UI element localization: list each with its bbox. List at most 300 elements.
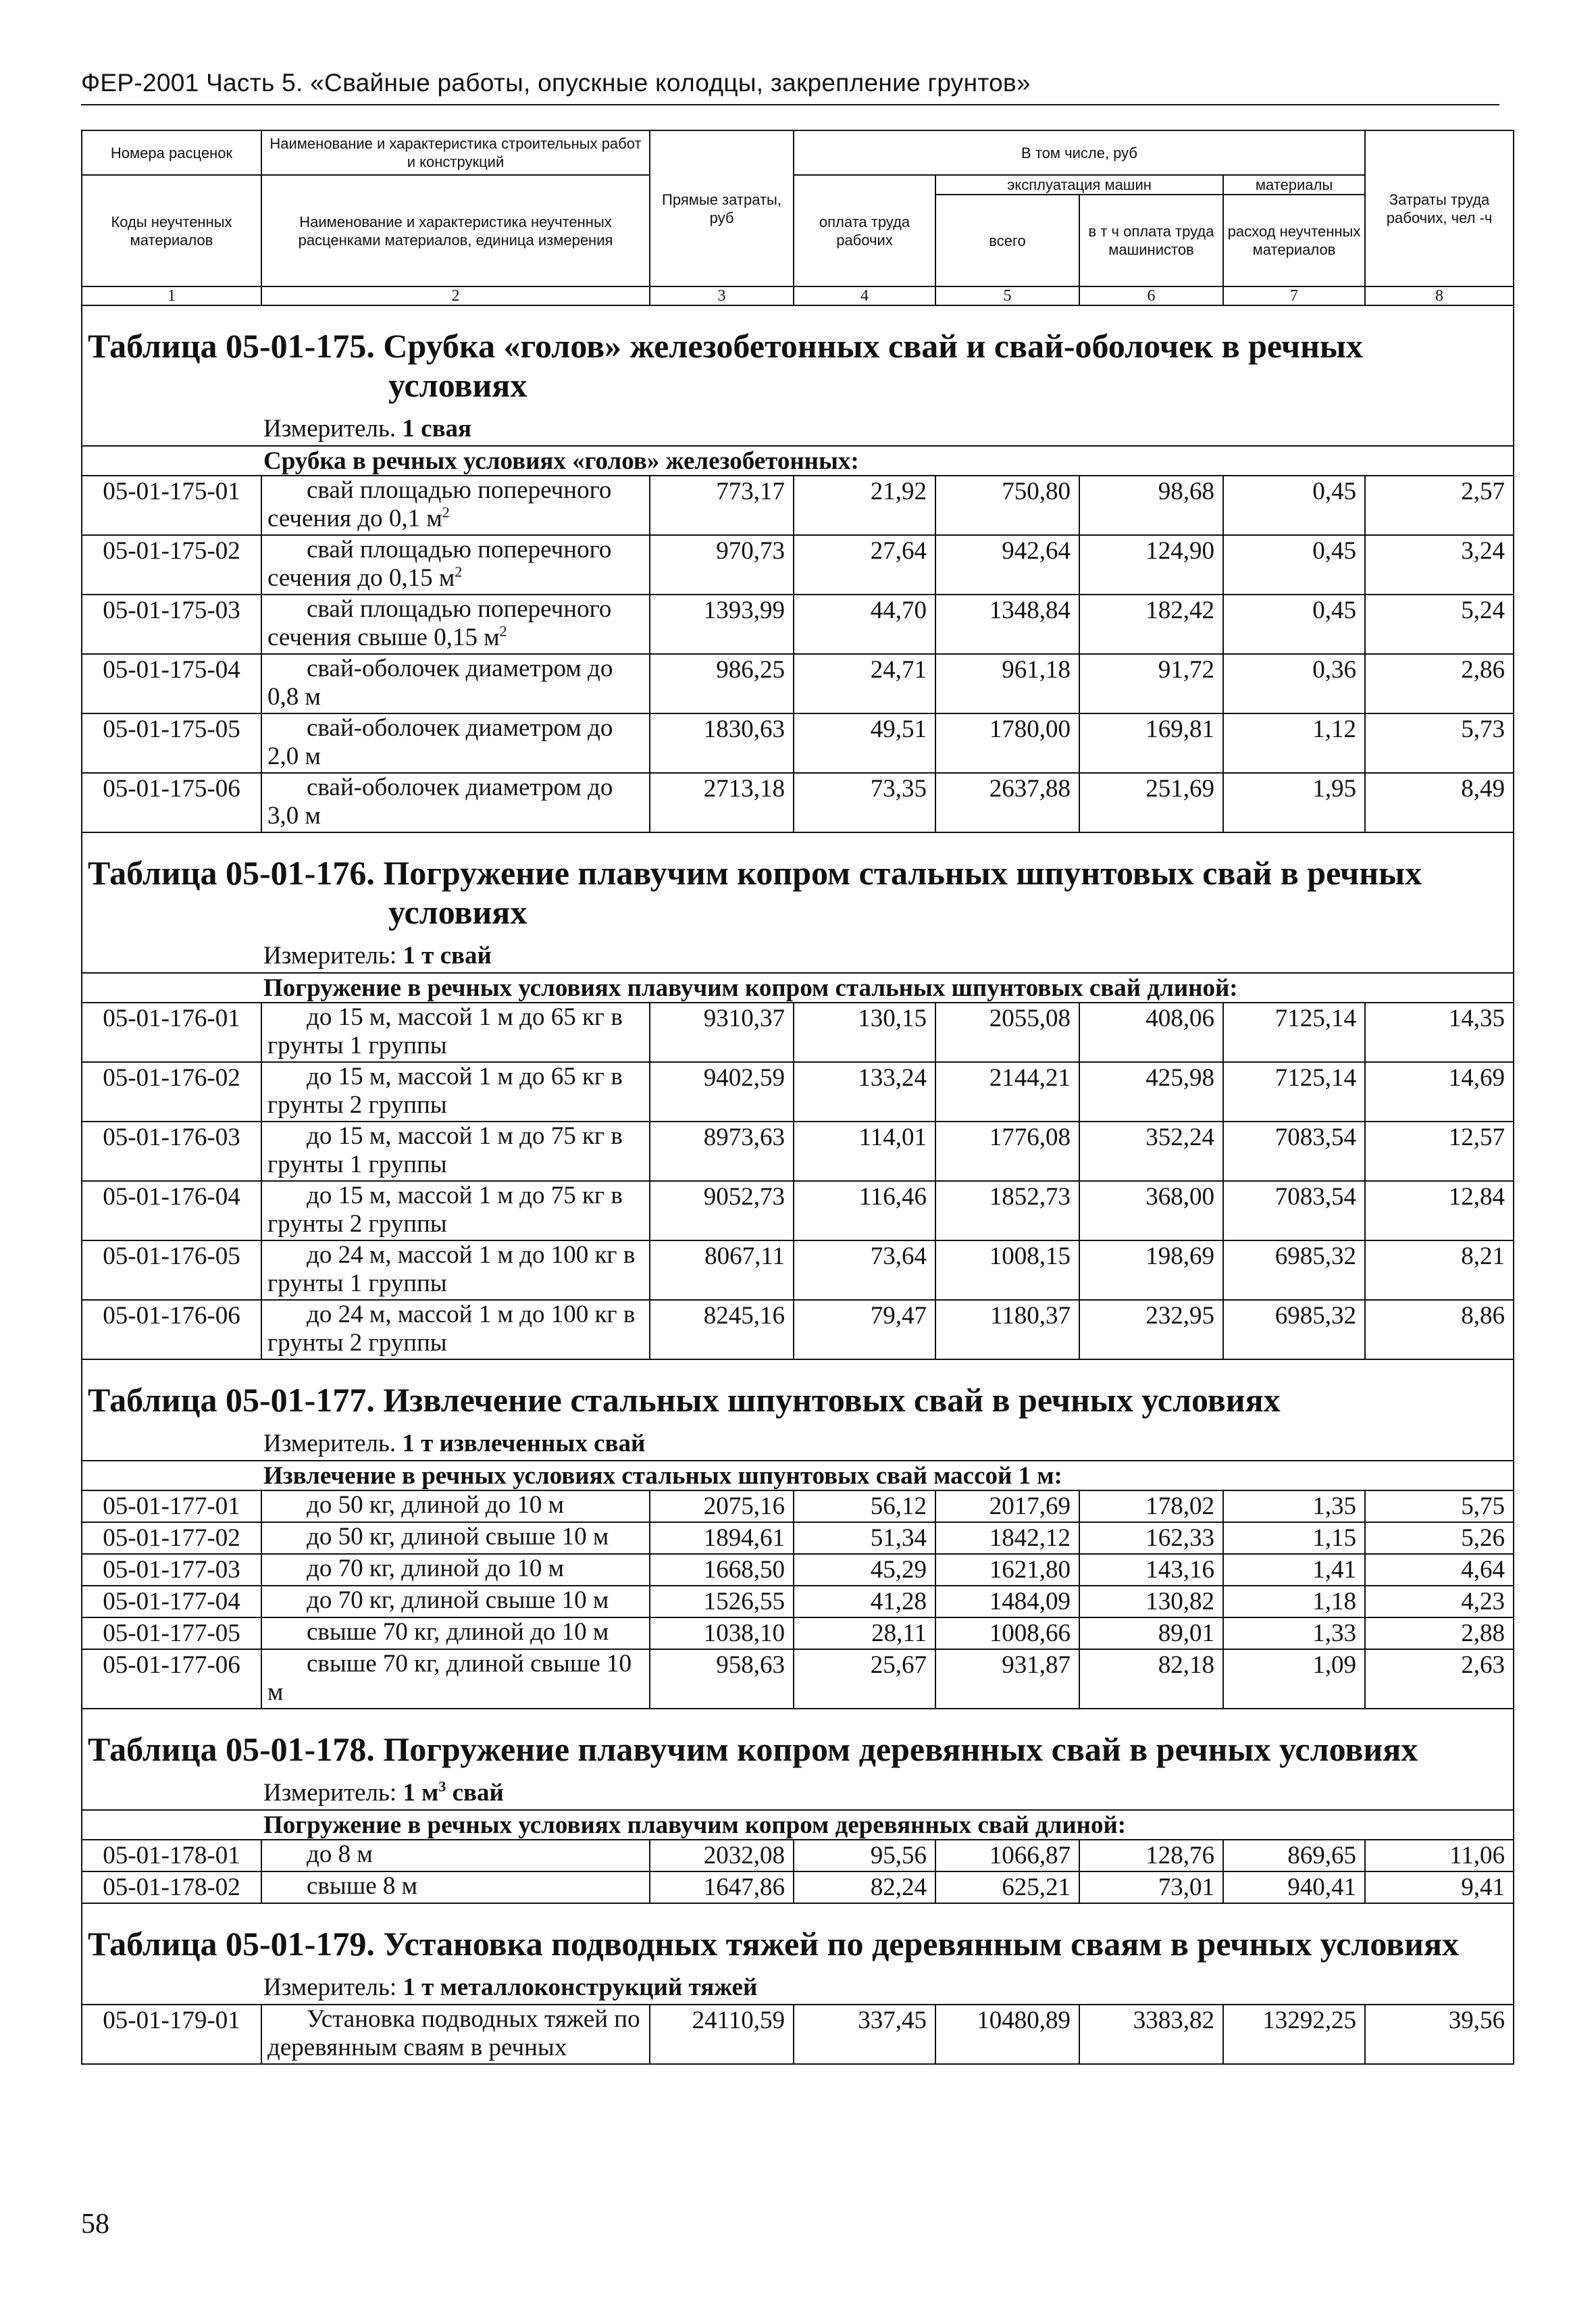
rate-name-line2: 0,8 м	[267, 683, 321, 711]
rate-code: 05-01-175-05	[82, 713, 261, 773]
page-header: ФЕР-2001 Часть 5. «Свайные работы, опускные колодцы, закрепление грунтов»	[81, 69, 1031, 97]
value-direct: 1647,86	[650, 1871, 794, 1903]
value-mach: 1776,08	[935, 1122, 1079, 1181]
value-direct: 9052,73	[650, 1181, 794, 1240]
value-direct: 1526,55	[650, 1586, 794, 1617]
rate-name-line1: свыше 8 м	[307, 1872, 418, 1900]
value-mat: 1,12	[1223, 713, 1365, 773]
rate-code: 05-01-175-06	[82, 773, 261, 832]
col-number: 4	[794, 286, 935, 305]
value-mach: 1780,00	[935, 713, 1079, 773]
value-wages: 41,28	[794, 1586, 935, 1617]
value-wages: 73,64	[794, 1240, 935, 1300]
value-direct: 773,17	[650, 476, 794, 535]
meter-sup: 3	[438, 1778, 446, 1795]
table-row	[82, 773, 1514, 832]
col-header-codes-bottom: Коды неучтенных материалов	[82, 175, 261, 286]
rate-name-line2-wrap	[267, 1329, 447, 1357]
value-mat: 1,41	[1223, 1554, 1365, 1586]
value-mach-wages: 73,01	[1079, 1871, 1223, 1903]
table-row	[82, 1490, 1514, 1522]
table-row	[82, 476, 1514, 535]
rate-name-line2-wrap	[267, 1151, 447, 1178]
page-number: 58	[81, 2209, 109, 2240]
rate-code: 05-01-177-04	[82, 1586, 261, 1617]
rate-name-line1: свай-оболочек диаметром до	[307, 655, 613, 682]
table-title-line2: условиях	[388, 366, 527, 404]
meter-value-wrap	[403, 942, 491, 970]
value-mach-wages: 178,02	[1079, 1490, 1223, 1522]
rate-name-sup: 2	[442, 503, 450, 521]
table-meter	[82, 1773, 1514, 1810]
value-wages: 130,15	[794, 1003, 935, 1062]
rate-name-line2-wrap	[267, 1210, 447, 1238]
col-header-codes-top: Номера расценок	[82, 130, 261, 175]
rate-name	[261, 1122, 650, 1181]
meter-label: Измеритель.	[263, 1430, 396, 1457]
rate-name-line2: сечения свыше 0,15 м	[267, 624, 500, 651]
value-direct: 8245,16	[650, 1300, 794, 1359]
rate-name-line2: деревянным сваям в речных	[267, 2034, 567, 2061]
value-wages: 44,70	[794, 595, 935, 654]
meter-label: Измеритель:	[263, 1973, 397, 2001]
table-row	[82, 1122, 1514, 1181]
table-subtitle: Погружение в речных условиях плавучим копром деревянных свай длиной:	[82, 1810, 1514, 1840]
value-wages: 95,56	[794, 1840, 935, 1871]
rate-name-line1: до 8 м	[307, 1840, 373, 1868]
col-number: 2	[261, 286, 650, 305]
value-mach-wages: 425,98	[1079, 1062, 1223, 1122]
table-meter	[82, 936, 1514, 973]
value-mach: 1066,87	[935, 1840, 1079, 1871]
value-labor: 2,57	[1365, 476, 1514, 535]
value-direct: 9310,37	[650, 1003, 794, 1062]
rate-code: 05-01-175-04	[82, 654, 261, 713]
value-wages: 27,64	[794, 535, 935, 595]
rate-code: 05-01-176-02	[82, 1062, 261, 1122]
rate-code: 05-01-177-02	[82, 1522, 261, 1554]
value-mach: 1621,80	[935, 1554, 1079, 1586]
col-header-materials-use: расход неучтенных материалов	[1223, 195, 1365, 286]
value-direct: 2032,08	[650, 1840, 794, 1871]
rate-name-line2-wrap	[267, 505, 450, 532]
rate-name-line1: до 15 м, массой 1 м до 65 кг в	[307, 1003, 623, 1031]
table-title	[82, 832, 1514, 936]
table-meter	[82, 1967, 1514, 2005]
rate-name-line1: свай-оболочек диаметром до	[307, 774, 613, 801]
value-mach-wages: 124,90	[1079, 535, 1223, 595]
value-wages: 116,46	[794, 1181, 935, 1240]
value-labor: 11,06	[1365, 1840, 1514, 1871]
rate-name	[261, 1871, 650, 1903]
table-row	[82, 1554, 1514, 1586]
rate-name-line2-wrap	[267, 743, 321, 770]
table-title	[82, 305, 1514, 409]
value-mach-wages: 352,24	[1079, 1122, 1223, 1181]
rate-name-line1: до 15 м, массой 1 м до 65 кг в	[307, 1063, 623, 1090]
rate-name-line2: грунты 1 группы	[267, 1032, 447, 1059]
table-row	[82, 595, 1514, 654]
value-mach: 2017,69	[935, 1490, 1079, 1522]
value-labor: 8,49	[1365, 773, 1514, 832]
value-mat: 13292,25	[1223, 2005, 1365, 2064]
rate-code: 05-01-176-04	[82, 1181, 261, 1240]
rate-name-line2-wrap	[267, 1032, 447, 1059]
meter-value: 1 т извлеченных свай	[402, 1430, 646, 1457]
value-wages: 49,51	[794, 713, 935, 773]
table-title-line1: Таблица 05-01-176. Погружение плавучим копром стальных шпунтовых свай в речных	[88, 854, 1422, 892]
meter-value-wrap	[402, 1430, 645, 1457]
value-direct: 8067,11	[650, 1240, 794, 1300]
value-mach-wages: 98,68	[1079, 476, 1223, 535]
value-mach-wages: 232,95	[1079, 1300, 1223, 1359]
table-row	[82, 713, 1514, 773]
value-direct: 970,73	[650, 535, 794, 595]
value-mach: 961,18	[935, 654, 1079, 713]
value-mach-wages: 128,76	[1079, 1840, 1223, 1871]
rate-name-line1: свай площадью поперечного	[307, 595, 612, 623]
value-labor: 14,35	[1365, 1003, 1514, 1062]
rate-name-line2: 3,0 м	[267, 802, 321, 830]
value-mach-wages: 182,42	[1079, 595, 1223, 654]
table-subtitle: Погружение в речных условиях плавучим копром стальных шпунтовых свай длиной:	[82, 973, 1514, 1003]
table-title-line1: Таблица 05-01-175. Срубка «голов» железобетонных свай и свай-оболочек в речных	[88, 327, 1363, 365]
value-mat: 0,45	[1223, 595, 1365, 654]
table-row	[82, 1003, 1514, 1062]
value-labor: 5,26	[1365, 1522, 1514, 1554]
table-title-line1: Таблица 05-01-177. Извлечение стальных шпунтовых свай в речных условиях	[88, 1381, 1281, 1419]
rate-name-line2-wrap	[267, 1091, 447, 1119]
value-mat: 1,09	[1223, 1649, 1365, 1709]
table-row	[82, 1062, 1514, 1122]
rate-code: 05-01-178-02	[82, 1871, 261, 1903]
rate-code: 05-01-178-01	[82, 1840, 261, 1871]
value-mat: 7125,14	[1223, 1003, 1365, 1062]
col-number: 3	[650, 286, 794, 305]
value-mach: 1180,37	[935, 1300, 1079, 1359]
value-mat: 7125,14	[1223, 1062, 1365, 1122]
rate-name-line1: до 15 м, массой 1 м до 75 кг в	[307, 1182, 623, 1209]
meter-value: 1 т свай	[403, 942, 492, 970]
rate-code: 05-01-175-03	[82, 595, 261, 654]
rate-name	[261, 1062, 650, 1122]
rate-code: 05-01-175-02	[82, 535, 261, 595]
meter-value-wrap	[402, 415, 471, 443]
meter-label: Измеритель:	[263, 942, 397, 970]
value-mat: 0,45	[1223, 476, 1365, 535]
table-row	[82, 535, 1514, 595]
value-direct: 1668,50	[650, 1554, 794, 1586]
value-direct: 958,63	[650, 1649, 794, 1709]
value-labor: 5,75	[1365, 1490, 1514, 1522]
rate-name-line2: грунты 1 группы	[267, 1269, 447, 1297]
value-mat: 6985,32	[1223, 1240, 1365, 1300]
value-mat: 7083,54	[1223, 1122, 1365, 1181]
meter-value: 1 свая	[402, 415, 472, 443]
rate-name-line2-wrap	[267, 624, 507, 651]
meter-value-wrap	[403, 1973, 757, 2001]
rate-code: 05-01-176-06	[82, 1300, 261, 1359]
col-header-machine-wages: в т ч оплата труда машинистов	[1079, 195, 1223, 286]
rate-name	[261, 1554, 650, 1586]
rate-code: 05-01-176-05	[82, 1240, 261, 1300]
value-mat: 0,45	[1223, 535, 1365, 595]
value-wages: 82,24	[794, 1871, 935, 1903]
rate-name	[261, 476, 650, 535]
value-mat: 0,36	[1223, 654, 1365, 713]
rate-name-line2-wrap	[267, 802, 321, 830]
value-mach-wages: 408,06	[1079, 1003, 1223, 1062]
table-row	[82, 1871, 1514, 1903]
value-labor: 14,69	[1365, 1062, 1514, 1122]
rate-code: 05-01-177-01	[82, 1490, 261, 1522]
rate-name	[261, 535, 650, 595]
meter-label: Измеритель.	[263, 415, 396, 443]
col-number: 8	[1365, 286, 1514, 305]
value-direct: 1393,99	[650, 595, 794, 654]
value-mat: 869,65	[1223, 1840, 1365, 1871]
rate-code: 05-01-179-01	[82, 2005, 261, 2064]
col-header-wages: оплата труда рабочих	[794, 175, 935, 286]
col-number: 5	[935, 286, 1079, 305]
value-labor: 2,63	[1365, 1649, 1514, 1709]
rate-name	[261, 1649, 650, 1709]
rate-name-line2: сечения до 0,15 м	[267, 564, 455, 592]
meter-value-tail: свай	[446, 1779, 504, 1807]
value-labor: 12,57	[1365, 1122, 1514, 1181]
rate-name-line2: сечения до 0,1 м	[267, 505, 442, 532]
rate-name	[261, 713, 650, 773]
value-direct: 8973,63	[650, 1122, 794, 1181]
value-mach: 1842,12	[935, 1522, 1079, 1554]
rate-name	[261, 1490, 650, 1522]
rate-name	[261, 1840, 650, 1871]
value-mach-wages: 3383,82	[1079, 2005, 1223, 2064]
rate-name-line1: свай площадью поперечного	[307, 536, 612, 563]
col-header-name-top: Наименование и характеристика строительных работ и конструкций	[261, 130, 650, 175]
value-wages: 114,01	[794, 1122, 935, 1181]
value-wages: 28,11	[794, 1617, 935, 1649]
rate-name-line2-wrap	[267, 683, 321, 711]
rate-name-line1: Установка подводных тяжей по	[307, 2005, 640, 2033]
rate-name-line1: свай-оболочек диаметром до	[307, 714, 613, 742]
table-row	[82, 1522, 1514, 1554]
table-title	[82, 1709, 1514, 1773]
value-wages: 337,45	[794, 2005, 935, 2064]
value-mat: 1,95	[1223, 773, 1365, 832]
col-header-machine-total: всего	[935, 195, 1079, 286]
value-labor: 4,64	[1365, 1554, 1514, 1586]
value-mach: 1008,66	[935, 1617, 1079, 1649]
rate-name	[261, 773, 650, 832]
value-labor: 4,23	[1365, 1586, 1514, 1617]
rate-name-line2-wrap	[267, 2034, 567, 2061]
value-mach-wages: 162,33	[1079, 1522, 1223, 1554]
rate-code: 05-01-177-03	[82, 1554, 261, 1586]
value-direct: 2075,16	[650, 1490, 794, 1522]
value-mach: 625,21	[935, 1871, 1079, 1903]
meter-value: 1 т металлоконструкций тяжей	[403, 1973, 758, 2001]
rate-name-line2-wrap	[267, 1269, 447, 1297]
value-mach: 1852,73	[935, 1181, 1079, 1240]
value-labor: 12,84	[1365, 1181, 1514, 1240]
rate-code: 05-01-177-05	[82, 1617, 261, 1649]
value-labor: 8,86	[1365, 1300, 1514, 1359]
value-mach-wages: 82,18	[1079, 1649, 1223, 1709]
value-wages: 56,12	[794, 1490, 935, 1522]
rate-code: 05-01-177-06	[82, 1649, 261, 1709]
value-mat: 6985,32	[1223, 1300, 1365, 1359]
value-mach: 2055,08	[935, 1003, 1079, 1062]
rate-name	[261, 654, 650, 713]
value-wages: 79,47	[794, 1300, 935, 1359]
value-mach-wages: 368,00	[1079, 1181, 1223, 1240]
value-mat: 1,18	[1223, 1586, 1365, 1617]
rate-name-line2: грунты 1 группы	[267, 1151, 447, 1178]
value-mat: 7083,54	[1223, 1181, 1365, 1240]
value-mat: 1,35	[1223, 1490, 1365, 1522]
rate-name	[261, 1003, 650, 1062]
value-labor: 8,21	[1365, 1240, 1514, 1300]
value-direct: 1894,61	[650, 1522, 794, 1554]
value-labor: 39,56	[1365, 2005, 1514, 2064]
rate-name-line1: свай площадью поперечного	[307, 476, 612, 504]
rate-code: 05-01-176-01	[82, 1003, 261, 1062]
table-title-line1: Таблица 05-01-178. Погружение плавучим копром деревянных свай в речных условиях	[88, 1730, 1418, 1768]
value-mach: 2144,21	[935, 1062, 1079, 1122]
meter-value-wrap	[403, 1779, 503, 1807]
rate-name-line1: до 70 кг, длиной свыше 10 м	[307, 1586, 609, 1614]
rate-name-line2: грунты 2 группы	[267, 1091, 447, 1119]
rate-code: 05-01-176-03	[82, 1122, 261, 1181]
table-row	[82, 654, 1514, 713]
value-mach-wages: 91,72	[1079, 654, 1223, 713]
value-mach: 2637,88	[935, 773, 1079, 832]
value-mach: 1008,15	[935, 1240, 1079, 1300]
value-wages: 73,35	[794, 773, 935, 832]
table-meter	[82, 1424, 1514, 1461]
value-direct: 9402,59	[650, 1062, 794, 1122]
value-direct: 1830,63	[650, 713, 794, 773]
value-mach: 931,87	[935, 1649, 1079, 1709]
value-wages: 24,71	[794, 654, 935, 713]
value-wages: 25,67	[794, 1649, 935, 1709]
rate-name-line2: грунты 2 группы	[267, 1329, 447, 1357]
table-subtitle: Извлечение в речных условиях стальных шпунтовых свай массой 1 м:	[82, 1461, 1514, 1490]
rate-name-line1: до 24 м, массой 1 м до 100 кг в	[307, 1301, 636, 1328]
value-direct: 24110,59	[650, 2005, 794, 2064]
table-row	[82, 1649, 1514, 1709]
value-labor: 2,88	[1365, 1617, 1514, 1649]
table-title-line2: условиях	[388, 893, 527, 931]
value-labor: 9,41	[1365, 1871, 1514, 1903]
rates-table	[81, 130, 1514, 2065]
value-wages: 21,92	[794, 476, 935, 535]
value-wages: 45,29	[794, 1554, 935, 1586]
rate-name	[261, 1181, 650, 1240]
col-header-materials: материалы	[1223, 175, 1365, 195]
table-row	[82, 1240, 1514, 1300]
rate-name-line1: до 50 кг, длиной свыше 10 м	[307, 1523, 609, 1551]
meter-label: Измеритель:	[263, 1779, 397, 1807]
value-mach: 10480,89	[935, 2005, 1079, 2064]
rate-name-line1: до 24 м, массой 1 м до 100 кг в	[307, 1241, 636, 1269]
value-direct: 2713,18	[650, 773, 794, 832]
table-meter	[82, 409, 1514, 446]
table-title	[82, 1903, 1514, 1967]
value-mach-wages: 169,81	[1079, 713, 1223, 773]
table-row	[82, 1300, 1514, 1359]
rate-name-line1: до 15 м, массой 1 м до 75 кг в	[307, 1122, 623, 1150]
col-header-labor: Затраты труда рабочих, чел -ч	[1365, 130, 1514, 286]
header-rule	[81, 104, 1499, 105]
table-row	[82, 1840, 1514, 1871]
table-row	[82, 2005, 1514, 2064]
rate-name	[261, 1522, 650, 1554]
value-mach-wages: 143,16	[1079, 1554, 1223, 1586]
rate-name-line1: свыше 70 кг, длиной свыше 10	[307, 1650, 632, 1678]
value-mach-wages: 130,82	[1079, 1586, 1223, 1617]
rate-code: 05-01-175-01	[82, 476, 261, 535]
col-header-direct: Прямые затраты, руб	[650, 130, 794, 286]
value-labor: 2,86	[1365, 654, 1514, 713]
value-mach-wages: 251,69	[1079, 773, 1223, 832]
table-row	[82, 1617, 1514, 1649]
col-header-machine-ops: эксплуатация машин	[935, 175, 1223, 195]
rate-name-sup: 2	[455, 563, 463, 580]
rate-name-line1: свыше 70 кг, длиной до 10 м	[307, 1618, 609, 1646]
value-mat: 940,41	[1223, 1871, 1365, 1903]
table-title	[82, 1359, 1514, 1424]
table-row	[82, 1586, 1514, 1617]
rate-name	[261, 1617, 650, 1649]
col-number: 6	[1079, 286, 1223, 305]
table-row	[82, 1181, 1514, 1240]
rate-name-line2: грунты 2 группы	[267, 1210, 447, 1238]
rate-name-line2: 2,0 м	[267, 743, 321, 770]
rate-name	[261, 1586, 650, 1617]
meter-value: 1 м	[403, 1779, 439, 1807]
value-mach: 1348,84	[935, 595, 1079, 654]
rate-name-line2: м	[267, 1678, 284, 1706]
rate-name	[261, 2005, 650, 2064]
col-number: 7	[1223, 286, 1365, 305]
rate-name	[261, 1300, 650, 1359]
col-header-name-bottom: Наименование и характеристика неучтенных расценками материалов, единица измерения	[261, 175, 650, 286]
rate-name-sup: 2	[499, 622, 507, 640]
col-number: 1	[82, 286, 261, 305]
rate-name	[261, 595, 650, 654]
value-mach-wages: 198,69	[1079, 1240, 1223, 1300]
rate-name	[261, 1240, 650, 1300]
rate-name-line2-wrap	[267, 1678, 283, 1706]
rate-name-line1: до 50 кг, длиной до 10 м	[307, 1491, 564, 1519]
table-subtitle: Срубка в речных условиях «голов» железобетонных:	[82, 446, 1514, 476]
value-labor: 5,73	[1365, 713, 1514, 773]
value-labor: 3,24	[1365, 535, 1514, 595]
value-direct: 986,25	[650, 654, 794, 713]
value-wages: 51,34	[794, 1522, 935, 1554]
value-mat: 1,33	[1223, 1617, 1365, 1649]
value-mat: 1,15	[1223, 1522, 1365, 1554]
table-title-line1: Таблица 05-01-179. Установка подводных тяжей по деревянным сваям в речных условиях	[88, 1925, 1460, 1963]
col-header-including: В том числе, руб	[794, 130, 1365, 175]
value-wages: 133,24	[794, 1062, 935, 1122]
value-mach: 942,64	[935, 535, 1079, 595]
value-labor: 5,24	[1365, 595, 1514, 654]
value-mach-wages: 89,01	[1079, 1617, 1223, 1649]
rate-name-line2-wrap	[267, 564, 462, 592]
